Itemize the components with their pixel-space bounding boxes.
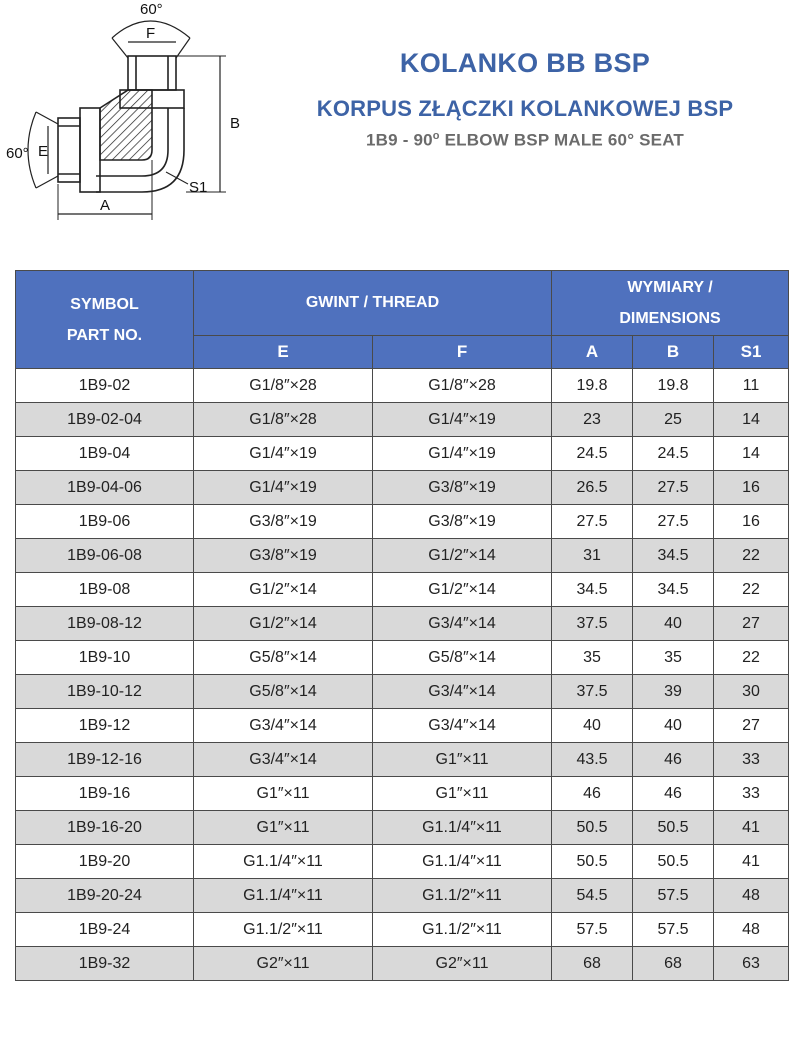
cell-a: 46	[552, 777, 633, 811]
cell-s1: 48	[714, 879, 789, 913]
title-english-post: ELBOW BSP MALE 60° SEAT	[439, 130, 684, 150]
table-row	[16, 675, 789, 709]
cell-s1: 48	[714, 913, 789, 947]
cell-b: 34.5	[633, 573, 714, 607]
cell-symbol: 1B9-20	[16, 845, 194, 879]
cell-e: G1/4″×19	[194, 471, 373, 505]
table-row	[16, 811, 789, 845]
cell-f: G1.1/4″×11	[373, 845, 552, 879]
cell-b: 35	[633, 641, 714, 675]
cell-b: 34.5	[633, 539, 714, 573]
title-english-pre: 1B9 - 90	[365, 130, 433, 150]
cell-symbol: 1B9-08-12	[16, 607, 194, 641]
cell-e: G1.1/4″×11	[194, 845, 373, 879]
cell-e: G1/4″×19	[194, 437, 373, 471]
cell-f: G3/8″×19	[373, 471, 552, 505]
cell-symbol: 1B9-16	[16, 777, 194, 811]
cell-s1: 33	[714, 743, 789, 777]
cell-e: G5/8″×14	[194, 641, 373, 675]
cell-b: 19.8	[633, 369, 714, 403]
cell-s1: 33	[714, 777, 789, 811]
cell-s1: 16	[714, 471, 789, 505]
table-body	[16, 369, 789, 981]
cell-s1: 14	[714, 437, 789, 471]
cell-e: G3/4″×14	[194, 743, 373, 777]
cell-a: 24.5	[552, 437, 633, 471]
cell-symbol: 1B9-04-06	[16, 471, 194, 505]
table-row	[16, 471, 789, 505]
table-row	[16, 845, 789, 879]
title-polish: KORPUS ZŁĄCZKI KOLANKOWEJ BSP	[316, 96, 734, 121]
header-s1: S1	[714, 336, 789, 369]
cell-e: G1/2″×14	[194, 573, 373, 607]
cell-e: G5/8″×14	[194, 675, 373, 709]
cell-b: 27.5	[633, 505, 714, 539]
cell-e: G1/8″×28	[194, 369, 373, 403]
cell-b: 25	[633, 403, 714, 437]
cell-symbol: 1B9-02	[16, 369, 194, 403]
cell-b: 40	[633, 607, 714, 641]
cell-b: 46	[633, 777, 714, 811]
cell-e: G1/8″×28	[194, 403, 373, 437]
cell-e: G1.1/4″×11	[194, 879, 373, 913]
cell-symbol: 1B9-10	[16, 641, 194, 675]
table-row	[16, 539, 789, 573]
cell-s1: 41	[714, 811, 789, 845]
cell-symbol: 1B9-16-20	[16, 811, 194, 845]
cell-e: G1/2″×14	[194, 607, 373, 641]
table-row	[16, 437, 789, 471]
header-e: E	[194, 336, 373, 369]
cell-f: G3/8″×19	[373, 505, 552, 539]
cell-f: G1/2″×14	[373, 573, 552, 607]
cell-f: G3/4″×14	[373, 709, 552, 743]
cell-f: G1/2″×14	[373, 539, 552, 573]
cell-e: G3/8″×19	[194, 539, 373, 573]
table-row	[16, 743, 789, 777]
table-row	[16, 777, 789, 811]
cell-symbol: 1B9-06	[16, 505, 194, 539]
cell-e: G2″×11	[194, 947, 373, 981]
cell-b: 50.5	[633, 811, 714, 845]
cell-symbol: 1B9-32	[16, 947, 194, 981]
cell-a: 50.5	[552, 811, 633, 845]
cell-a: 27.5	[552, 505, 633, 539]
dim-f-label: F	[146, 25, 156, 42]
cell-symbol: 1B9-10-12	[16, 675, 194, 709]
cell-s1: 27	[714, 607, 789, 641]
cell-s1: 27	[714, 709, 789, 743]
cell-b: 50.5	[633, 845, 714, 879]
cell-symbol: 1B9-24	[16, 913, 194, 947]
table-row	[16, 947, 789, 981]
cell-a: 35	[552, 641, 633, 675]
header-dims-line1: WYMIARY /	[627, 279, 713, 296]
cell-b: 40	[633, 709, 714, 743]
cell-a: 19.8	[552, 369, 633, 403]
cell-f: G1″×11	[373, 743, 552, 777]
cell-symbol: 1B9-06-08	[16, 539, 194, 573]
cell-s1: 63	[714, 947, 789, 981]
cell-b: 68	[633, 947, 714, 981]
table-row	[16, 607, 789, 641]
cell-symbol: 1B9-12-16	[16, 743, 194, 777]
cell-s1: 30	[714, 675, 789, 709]
cell-a: 23	[552, 403, 633, 437]
cell-b: 39	[633, 675, 714, 709]
cell-s1: 41	[714, 845, 789, 879]
header-dimensions	[552, 271, 789, 336]
title-main: KOLANKO BB BSP	[399, 48, 651, 78]
cell-symbol: 1B9-12	[16, 709, 194, 743]
cell-f: G2″×11	[373, 947, 552, 981]
table-row	[16, 641, 789, 675]
cell-s1: 14	[714, 403, 789, 437]
table-row	[16, 369, 789, 403]
cell-e: G3/4″×14	[194, 709, 373, 743]
cell-a: 68	[552, 947, 633, 981]
header-symbol-line1: SYMBOL	[70, 295, 139, 313]
cell-a: 50.5	[552, 845, 633, 879]
header-b: B	[633, 336, 714, 369]
dim-e-label: E	[38, 143, 49, 160]
cell-e: G3/8″×19	[194, 505, 373, 539]
cell-s1: 11	[714, 369, 789, 403]
table-row	[16, 913, 789, 947]
cell-a: 57.5	[552, 913, 633, 947]
cell-a: 40	[552, 709, 633, 743]
cell-a: 37.5	[552, 675, 633, 709]
dim-b-label: B	[230, 115, 241, 132]
cell-b: 57.5	[633, 879, 714, 913]
header-symbol	[16, 271, 194, 369]
title-english-degree: o	[432, 130, 440, 142]
elbow-fitting-drawing	[0, 0, 250, 240]
cell-f: G5/8″×14	[373, 641, 552, 675]
cell-e: G1.1/2″×11	[194, 913, 373, 947]
cell-f: G1/8″×28	[373, 369, 552, 403]
cell-f: G1/4″×19	[373, 437, 552, 471]
header-symbol-line2: PART NO.	[66, 326, 143, 344]
cell-f: G1″×11	[373, 777, 552, 811]
dim-s1-label: S1	[189, 179, 208, 196]
cell-a: 31	[552, 539, 633, 573]
cell-a: 54.5	[552, 879, 633, 913]
dimensions-table	[15, 270, 789, 981]
cell-b: 46	[633, 743, 714, 777]
cell-f: G1.1/2″×11	[373, 879, 552, 913]
header-thread: GWINT / THREAD	[194, 271, 552, 336]
cell-e: G1″×11	[194, 777, 373, 811]
table-row	[16, 505, 789, 539]
dim-a-label: A	[100, 197, 111, 214]
header-a: A	[552, 336, 633, 369]
header-dims-line2: DIMENSIONS	[619, 310, 721, 327]
table-row	[16, 403, 789, 437]
cell-f: G3/4″×14	[373, 607, 552, 641]
cell-f: G3/4″×14	[373, 675, 552, 709]
cell-b: 57.5	[633, 913, 714, 947]
cell-b: 24.5	[633, 437, 714, 471]
cell-f: G1/4″×19	[373, 403, 552, 437]
cell-a: 43.5	[552, 743, 633, 777]
cell-a: 26.5	[552, 471, 633, 505]
cell-s1: 22	[714, 573, 789, 607]
table-row	[16, 709, 789, 743]
title-block	[270, 40, 780, 151]
cell-s1: 22	[714, 539, 789, 573]
cell-symbol: 1B9-02-04	[16, 403, 194, 437]
cell-s1: 16	[714, 505, 789, 539]
table-row	[16, 879, 789, 913]
header-f: F	[373, 336, 552, 369]
angle-top-label: 60°	[140, 1, 163, 18]
table-row	[16, 573, 789, 607]
cell-f: G1.1/2″×11	[373, 913, 552, 947]
cell-a: 34.5	[552, 573, 633, 607]
cell-a: 37.5	[552, 607, 633, 641]
cell-symbol: 1B9-08	[16, 573, 194, 607]
cell-f: G1.1/4″×11	[373, 811, 552, 845]
cell-s1: 22	[714, 641, 789, 675]
cell-symbol: 1B9-20-24	[16, 879, 194, 913]
cell-b: 27.5	[633, 471, 714, 505]
cell-e: G1″×11	[194, 811, 373, 845]
cell-symbol: 1B9-04	[16, 437, 194, 471]
title-english	[270, 130, 780, 151]
angle-left-label: 60°	[6, 145, 29, 162]
